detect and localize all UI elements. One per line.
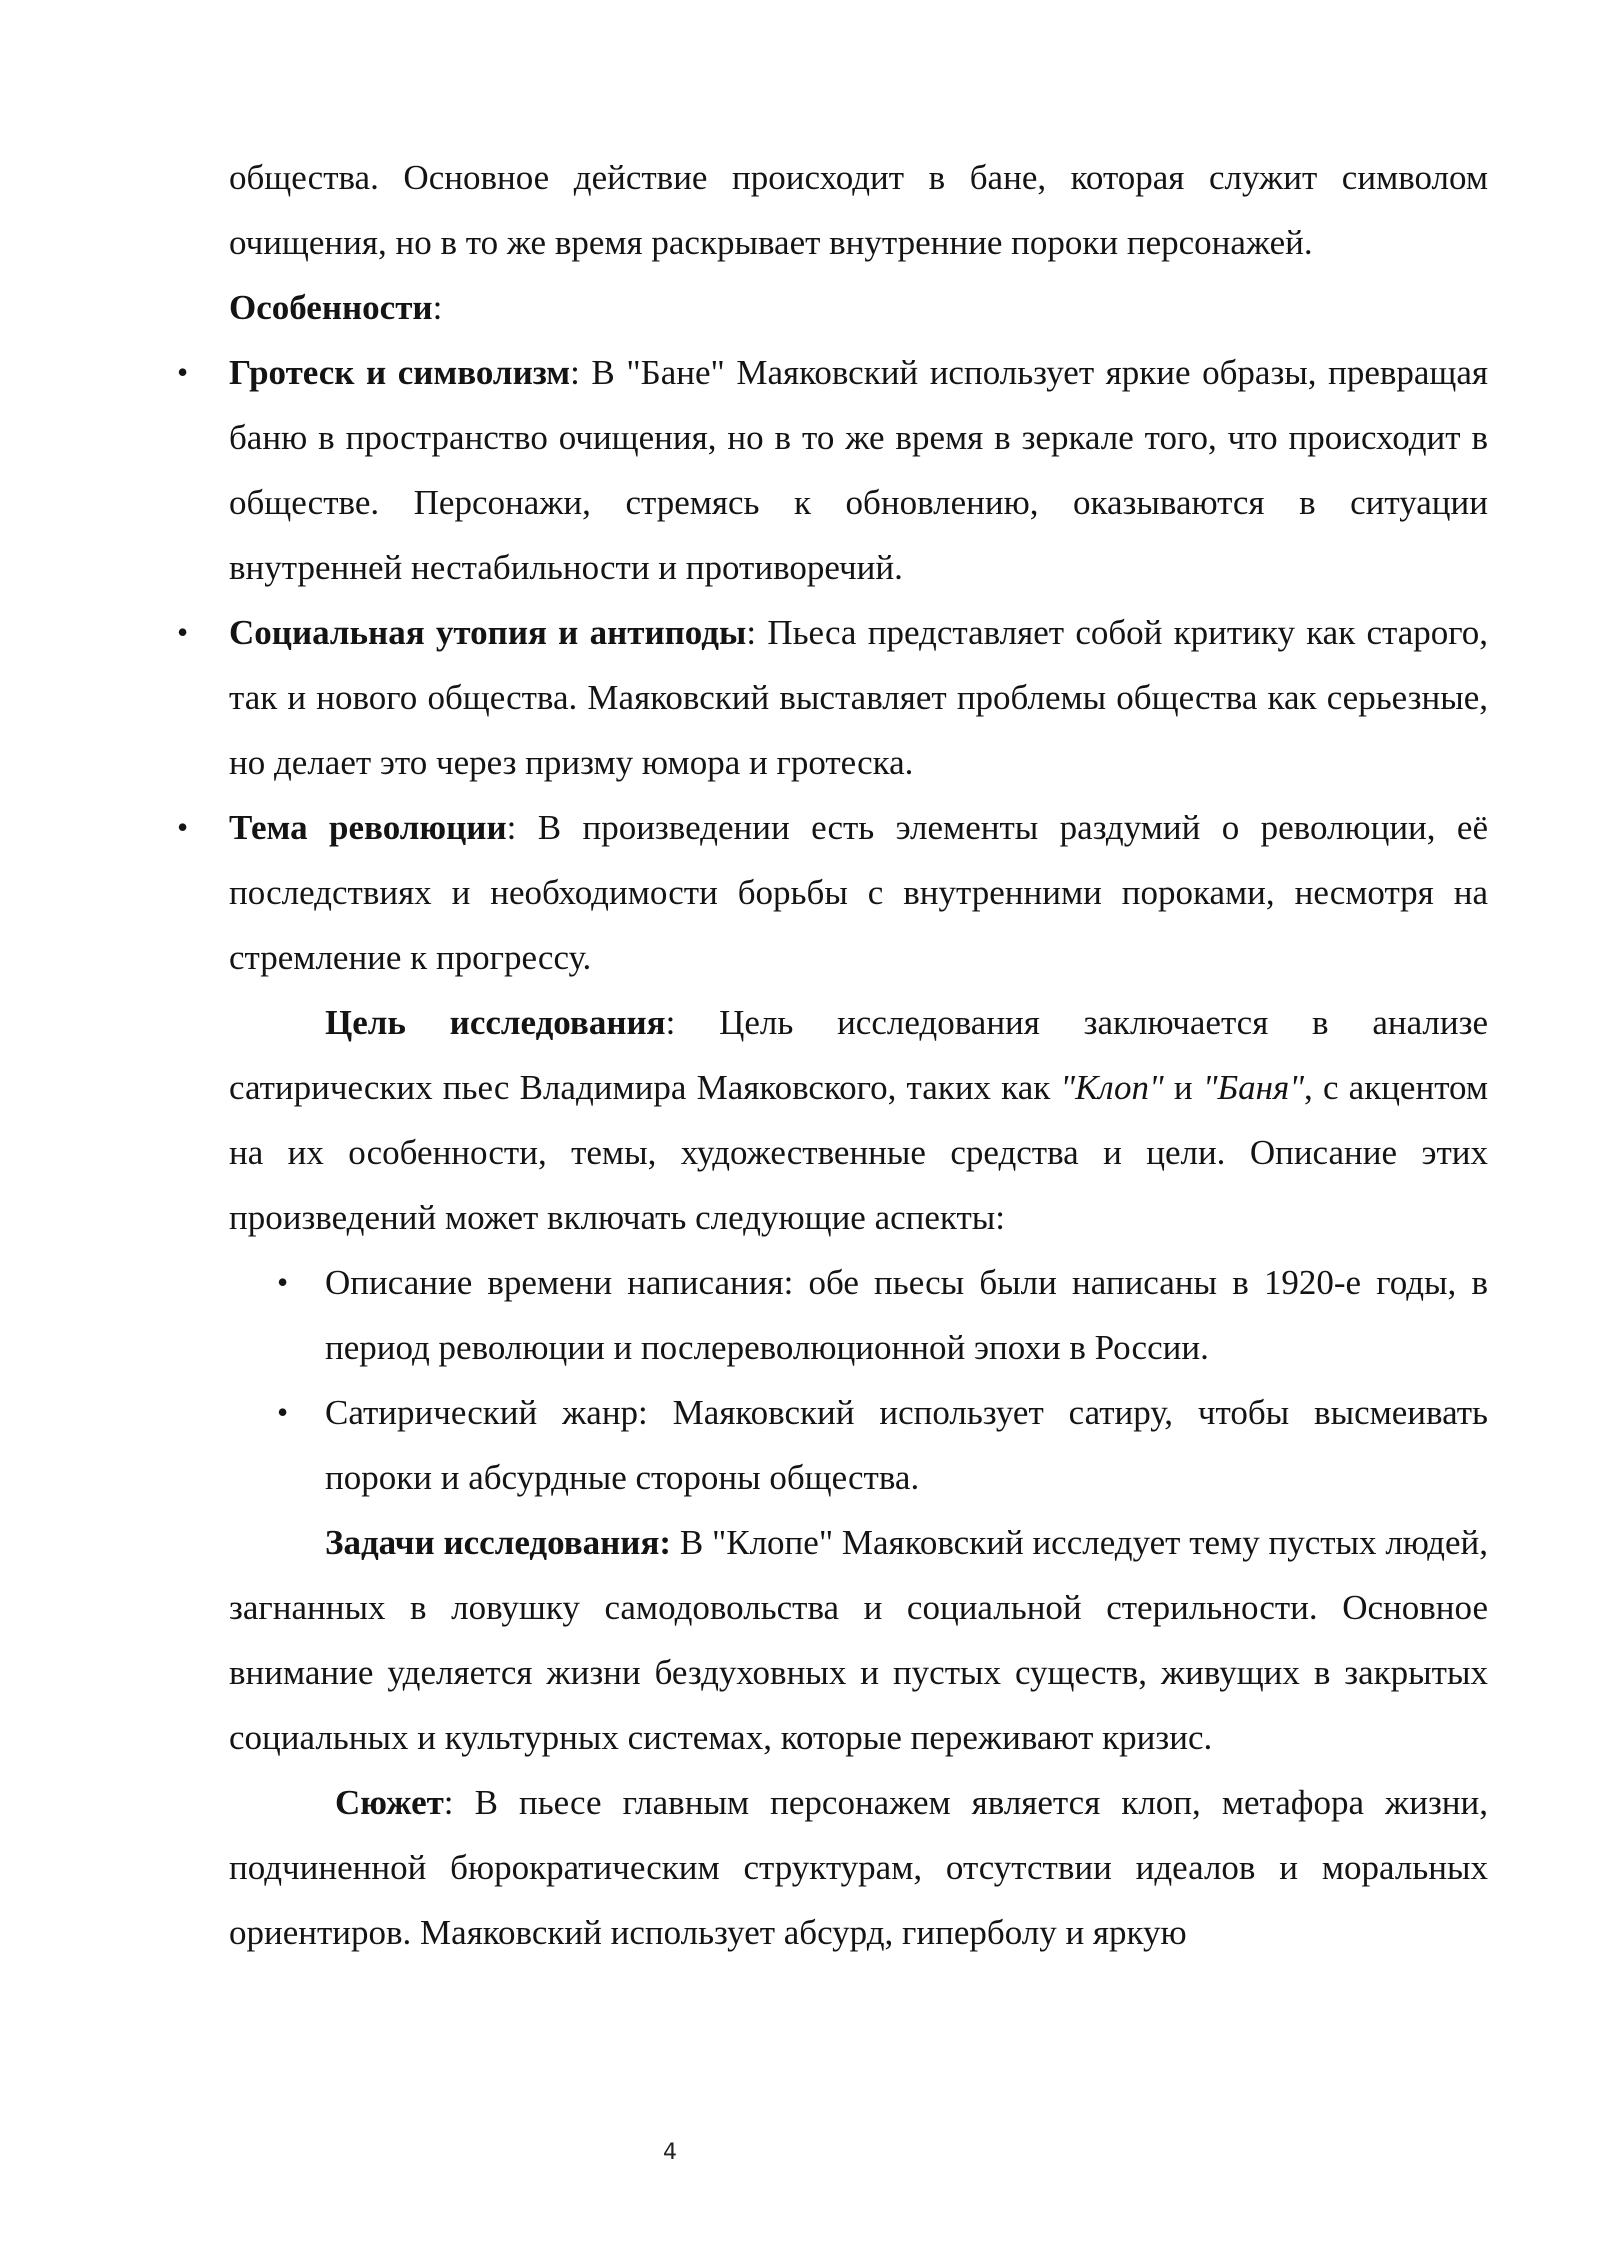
play-title-klop: "Клоп" — [1060, 1068, 1164, 1107]
tasks-paragraph — [229, 1510, 1488, 1770]
tasks-term: Задачи исследования: — [325, 1523, 672, 1562]
feature-term: Социальная утопия и антиподы — [229, 613, 747, 652]
list-item: • Описание времени написания: обе пьесы были написаны в 1920-е годы, в период революции и послереволюционной эпохи в России. — [325, 1250, 1488, 1380]
goal-term: Цель исследования — [325, 1003, 666, 1042]
goal-text-1: : Цель исследования заключается в анализе сатирических пьес Владимира Маяковского, таких как — [229, 1003, 1488, 1107]
page-number: 4 — [663, 2140, 677, 2165]
goal-aspects-list — [325, 1250, 1488, 1510]
page-content — [229, 145, 1488, 1965]
feature-term: Гротеск и символизм — [229, 353, 571, 392]
list-item — [229, 600, 1488, 795]
goal-and: и — [1163, 1068, 1203, 1107]
feature-text: : В "Бане" Маяковский использует яркие образы, превращая баню в пространство очищения, но в то же время в зеркале того, что происходит в обществе. Персонажи, стремясь к обновлению, оказываются в ситуации внутренней нестабильности и противоречий. — [229, 353, 1488, 587]
feature-text: : В произведении есть элементы раздумий о революции, её последствиях и необходимости борьбы с внутренними пороками, несмотря на стремление к прогрессу. — [229, 808, 1488, 977]
tasks-text: В "Клопе" Маяковский исследует тему пустых людей, загнанных в ловушку самодовольства и социальной стерильности. Основное внимание уделяется жизни бездуховных и пустых существ, живущих в закрытых социальных и культурных системах, которые переживают кризис. — [229, 1523, 1488, 1757]
features-heading: Особенности — [229, 288, 433, 327]
features-heading-line — [229, 275, 1488, 340]
list-item: • Сатирический жанр: Маяковский использует сатиру, чтобы высмеивать пороки и абсурдные стороны общества. — [325, 1380, 1488, 1510]
goal-text-2: , с акцентом на их особенности, темы, художественные средства и цели. Описание этих произведений может включать следующие аспекты: — [229, 1068, 1489, 1237]
plot-text: : В пьесе главным персонажем является клоп, метафора жизни, подчиненной бюрократическим структурам, отсутствии идеалов и моральных ориентиров. Маяковский использует абсурд, гиперболу и яркую — [229, 1783, 1488, 1952]
plot-paragraph — [229, 1770, 1488, 1965]
play-title-banya: "Баня" — [1202, 1068, 1305, 1107]
feature-term: Тема революции — [229, 808, 507, 847]
plot-term: Сюжет — [335, 1783, 444, 1822]
feature-text: : Пьеса представляет собой критику как старого, так и нового общества. Маяковский выставляет проблемы общества как серьезные, но делает это через призму юмора и гротеска. — [229, 613, 1488, 782]
intro-paragraph: общества. Основное действие происходит в бане, которая служит символом очищения, но в то же время раскрывает внутренние пороки персонажей. — [229, 158, 1488, 262]
list-item — [229, 795, 1488, 990]
list-item — [229, 340, 1488, 600]
features-list — [229, 340, 1488, 990]
goal-paragraph — [229, 990, 1488, 1250]
features-heading-colon: : — [432, 288, 443, 327]
